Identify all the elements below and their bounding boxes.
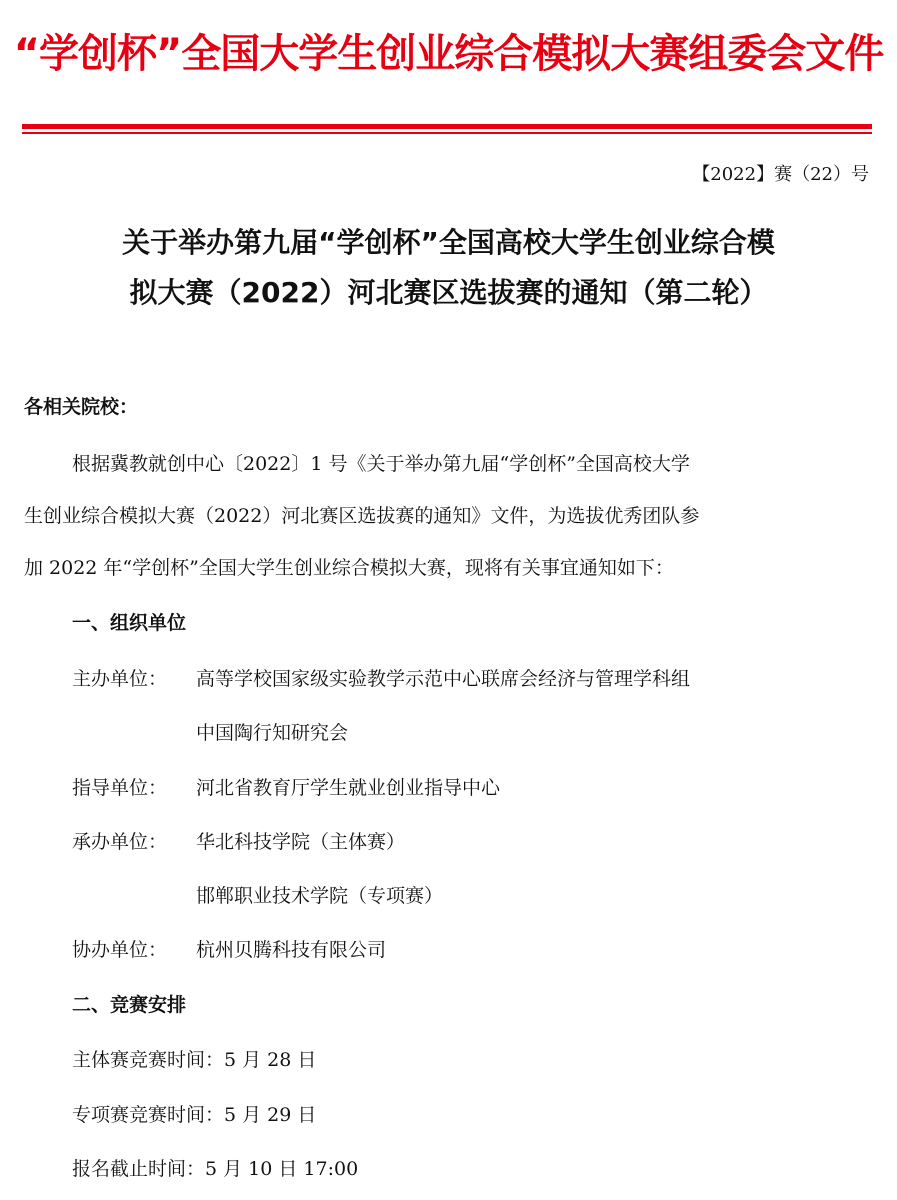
intro-line-1: 根据冀教就创中心〔2022〕1 号《关于举办第九届“学创杯”全国高校大学 bbox=[72, 453, 690, 475]
guide-unit-1: 河北省教育厅学生就业创业指导中心 bbox=[196, 777, 501, 799]
host-label: 主办单位： bbox=[72, 668, 168, 690]
co-organizer-label: 协办单位： bbox=[72, 939, 168, 961]
host-unit-2: 中国陶行知研究会 bbox=[196, 722, 349, 744]
section-heading-organizations: 一、组织单位 bbox=[72, 612, 187, 634]
organizer-label: 承办单位： bbox=[72, 831, 168, 853]
intro-line-3: 加 2022 年“学创杯”全国大学生创业综合模拟大赛，现将有关事宜通知如下： bbox=[24, 557, 674, 579]
organizer-unit-1: 华北科技学院（主体赛） bbox=[196, 831, 406, 853]
red-header-rule-thick bbox=[22, 124, 872, 129]
section-heading-schedule: 二、竞赛安排 bbox=[72, 994, 187, 1016]
co-organizer-unit-1: 杭州贝腾科技有限公司 bbox=[196, 939, 387, 961]
guide-label: 指导单位： bbox=[72, 777, 168, 799]
document-number: 【2022】赛（22）号 bbox=[692, 164, 869, 185]
salutation: 各相关院校： bbox=[24, 396, 139, 418]
notice-title-line-2: 拟大赛（2022）河北赛区选拔赛的通知（第二轮） bbox=[129, 276, 768, 309]
intro-line-2: 生创业综合模拟大赛（2022）河北赛区选拔赛的通知》文件，为选拔优秀团队参 bbox=[24, 505, 700, 527]
registration-deadline: 报名截止时间：5 月 10 日 17:00 bbox=[72, 1158, 359, 1180]
organizer-unit-2: 邯郸职业技术学院（专项赛） bbox=[196, 885, 444, 907]
intro-paragraph bbox=[24, 438, 874, 594]
red-header-rule-thin bbox=[22, 132, 872, 134]
host-unit-1: 高等学校国家级实验教学示范中心联席会经济与管理学科组 bbox=[196, 668, 691, 690]
red-header-title: “学创杯”全国大学生创业综合模拟大赛组委会文件 bbox=[13, 31, 884, 77]
main-competition-time: 主体赛竞赛时间：5 月 28 日 bbox=[72, 1049, 317, 1071]
notice-title bbox=[20, 218, 877, 318]
special-competition-time: 专项赛竞赛时间：5 月 29 日 bbox=[72, 1104, 317, 1126]
notice-title-line-1: 关于举办第九届“学创杯”全国高校大学生创业综合模 bbox=[122, 226, 775, 259]
